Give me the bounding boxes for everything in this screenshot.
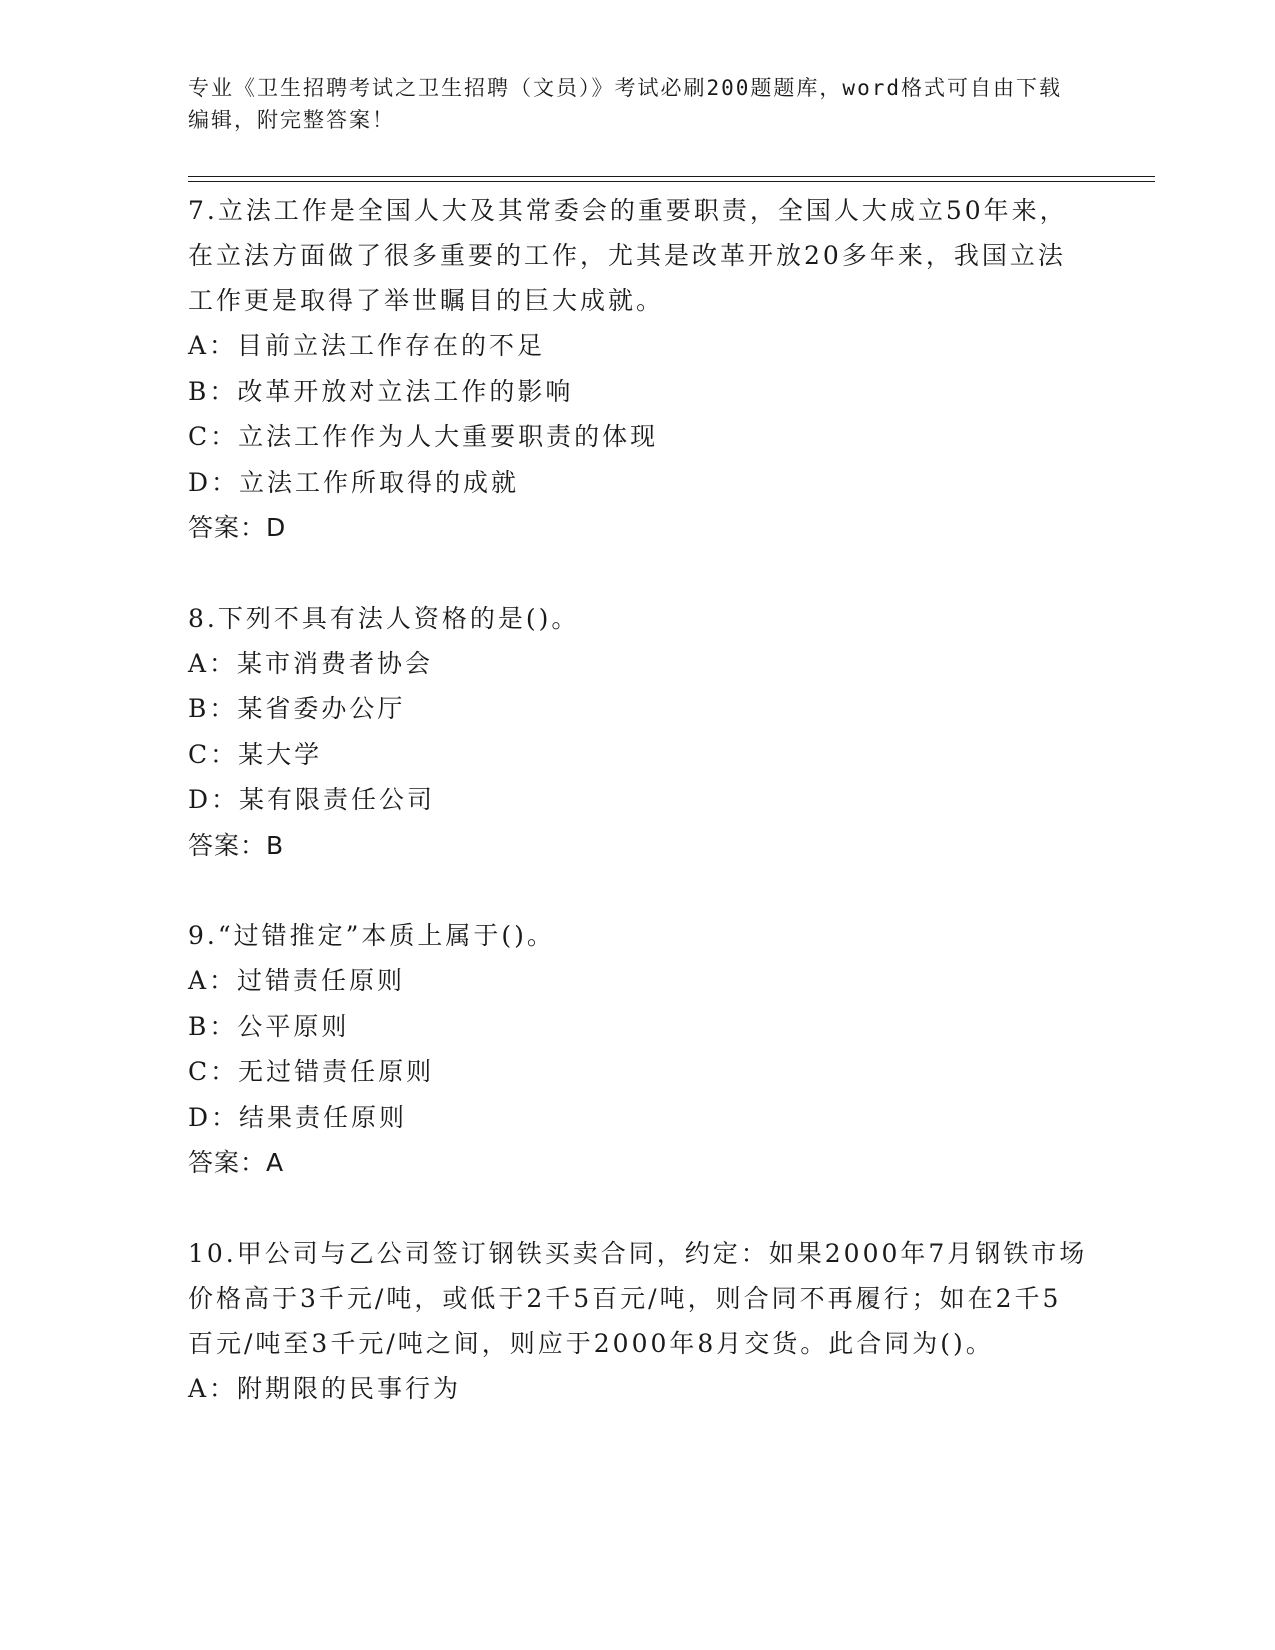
- option-b: B：公平原则: [188, 1011, 350, 1041]
- option-c: C：立法工作作为人大重要职责的体现: [188, 422, 659, 451]
- answer-line: 答案：B: [188, 830, 285, 860]
- option-c: C：无过错责任原则: [188, 1057, 435, 1086]
- option-a: A：某市消费者协会: [188, 648, 434, 678]
- question-stem: 7.立法工作是全国人大及其常委会的重要职责，全国人大成立50年来，在立法方面做了很多重要的工作，尤其是改革开放20多年来，我国立法工作更是取得了举世瞩目的巨大成就。: [188, 196, 1068, 315]
- option-c: C：某大学: [188, 739, 323, 769]
- question-stem: 8.下列不具有法人资格的是()。: [188, 603, 580, 633]
- answer-line: 答案：A: [188, 1148, 285, 1177]
- question-7: [188, 188, 1088, 551]
- option-d: D：某有限责任公司: [188, 785, 436, 814]
- answer-line: 答案：D: [188, 513, 287, 542]
- document-header-intro: 专业《卫生招聘考试之卫生招聘（文员）》考试必刷200题题库，word格式可自由下载编辑，附完整答案！: [188, 76, 1062, 132]
- header-divider-bottom: [188, 181, 1155, 182]
- option-d: D：结果责任原则: [188, 1102, 408, 1132]
- option-a: A：附期限的民事行为: [188, 1373, 462, 1403]
- option-a: A：目前立法工作存在的不足: [188, 331, 546, 360]
- question-8: [188, 596, 1088, 869]
- question-spacer: [188, 868, 1088, 913]
- question-stem: 9.“过错推定”本质上属于()。: [188, 921, 555, 950]
- question-9: [188, 913, 1088, 1186]
- option-b: B：某省委办公厅: [188, 694, 406, 723]
- question-list: [188, 188, 1088, 1411]
- question-spacer: [188, 1186, 1088, 1231]
- option-a: A：过错责任原则: [188, 966, 406, 995]
- question-stem: 10.甲公司与乙公司签订钢铁买卖合同，约定：如果2000年7月钢铁市场价格高于3千元/吨，或低于2千5百元/吨，则合同不再履行；如在2千5百元/吨至3千元/吨之间，则应于2000年8月交货。此合同为()。: [188, 1238, 1088, 1358]
- option-d: D：立法工作所取得的成就: [188, 467, 520, 497]
- question-10: [188, 1231, 1088, 1412]
- header-divider-top: [188, 176, 1155, 177]
- question-spacer: [188, 551, 1088, 596]
- option-b: B：改革开放对立法工作的影响: [188, 376, 574, 406]
